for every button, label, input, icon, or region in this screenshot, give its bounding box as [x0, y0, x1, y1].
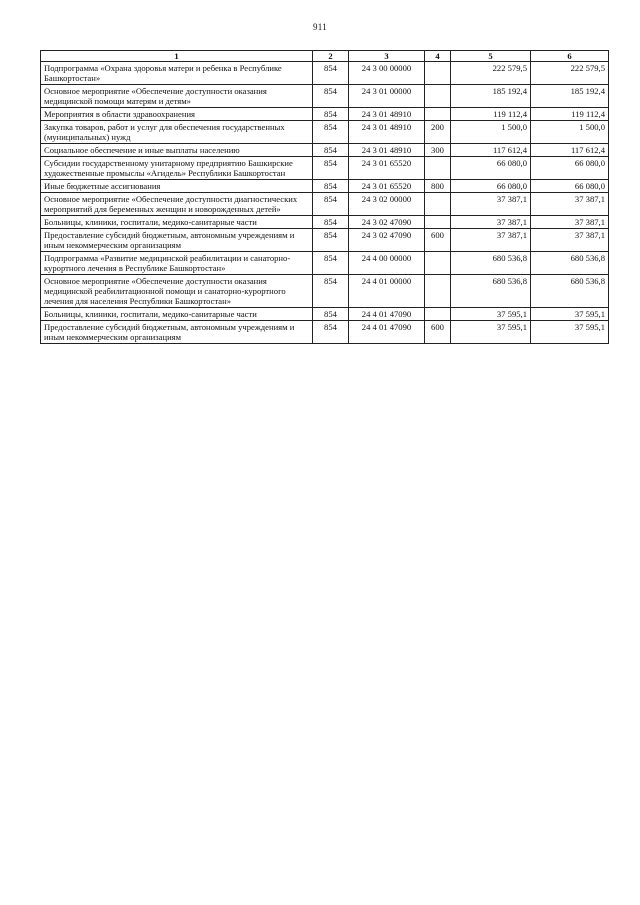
- table-row: [41, 193, 609, 216]
- row-expense-kind: 800: [425, 180, 451, 193]
- row-amount-col6: 117 612,4: [531, 144, 609, 157]
- row-ministry-code: 854: [313, 85, 349, 108]
- row-target-code: 24 3 01 00000: [349, 85, 425, 108]
- row-ministry-code: 854: [313, 180, 349, 193]
- row-amount-col5: 1 500,0: [451, 121, 531, 144]
- row-expense-kind: [425, 62, 451, 85]
- row-amount-col6: 222 579,5: [531, 62, 609, 85]
- row-name: Иные бюджетные ассигнования: [41, 180, 313, 193]
- row-amount-col5: 222 579,5: [451, 62, 531, 85]
- row-target-code: 24 3 02 47090: [349, 216, 425, 229]
- row-amount-col6: 66 080,0: [531, 180, 609, 193]
- row-expense-kind: 600: [425, 321, 451, 344]
- table-row: [41, 144, 609, 157]
- row-ministry-code: 854: [313, 252, 349, 275]
- row-expense-kind: [425, 193, 451, 216]
- page-number: 911: [312, 22, 328, 32]
- row-ministry-code: 854: [313, 121, 349, 144]
- column-header: 2: [313, 51, 349, 62]
- row-amount-col6: 37 595,1: [531, 321, 609, 344]
- table-row: [41, 85, 609, 108]
- table-row: [41, 308, 609, 321]
- row-name: Предоставление субсидий бюджетным, автономным учреждениям и иным некоммерческим организациям: [41, 321, 313, 344]
- row-target-code: 24 3 01 48910: [349, 108, 425, 121]
- row-target-code: 24 3 00 00000: [349, 62, 425, 85]
- row-name: Основное мероприятие «Обеспечение доступности оказания медицинской реабилитационной помощи и санаторно-курортного лечения для населения Республики Башкортостан»: [41, 275, 313, 308]
- row-name: Подпрограмма «Охрана здоровья матери и ребенка в Республике Башкортостан»: [41, 62, 313, 85]
- row-amount-col6: 37 387,1: [531, 193, 609, 216]
- row-name: Больницы, клиники, госпитали, медико-санитарные части: [41, 216, 313, 229]
- row-name: Больницы, клиники, госпитали, медико-санитарные части: [41, 308, 313, 321]
- row-ministry-code: 854: [313, 193, 349, 216]
- row-amount-col5: 117 612,4: [451, 144, 531, 157]
- budget-table: [40, 50, 609, 344]
- row-name: Закупка товаров, работ и услуг для обеспечения государственных (муниципальных) нужд: [41, 121, 313, 144]
- row-expense-kind: [425, 308, 451, 321]
- row-amount-col5: 37 595,1: [451, 321, 531, 344]
- row-target-code: 24 4 01 00000: [349, 275, 425, 308]
- row-amount-col6: 680 536,8: [531, 275, 609, 308]
- row-name: Социальное обеспечение и иные выплаты населению: [41, 144, 313, 157]
- row-ministry-code: 854: [313, 62, 349, 85]
- row-expense-kind: 300: [425, 144, 451, 157]
- row-amount-col5: 66 080,0: [451, 180, 531, 193]
- row-target-code: 24 3 02 47090: [349, 229, 425, 252]
- row-target-code: 24 3 02 00000: [349, 193, 425, 216]
- row-target-code: 24 4 01 47090: [349, 308, 425, 321]
- row-expense-kind: 600: [425, 229, 451, 252]
- row-ministry-code: 854: [313, 216, 349, 229]
- row-expense-kind: [425, 157, 451, 180]
- row-target-code: 24 3 01 65520: [349, 157, 425, 180]
- row-target-code: 24 3 01 48910: [349, 121, 425, 144]
- row-amount-col6: 680 536,8: [531, 252, 609, 275]
- table-row: [41, 252, 609, 275]
- row-amount-col5: 37 387,1: [451, 216, 531, 229]
- row-name: Основное мероприятие «Обеспечение доступности оказания медицинской помощи матерям и детям»: [41, 85, 313, 108]
- row-ministry-code: 854: [313, 157, 349, 180]
- row-name: Мероприятия в области здравоохранения: [41, 108, 313, 121]
- row-amount-col5: 185 192,4: [451, 85, 531, 108]
- table-header-row: [41, 51, 609, 62]
- column-header: 6: [531, 51, 609, 62]
- column-header: 1: [41, 51, 313, 62]
- row-ministry-code: 854: [313, 308, 349, 321]
- row-target-code: 24 3 01 48910: [349, 144, 425, 157]
- row-target-code: 24 4 00 00000: [349, 252, 425, 275]
- row-ministry-code: 854: [313, 275, 349, 308]
- row-amount-col6: 119 112,4: [531, 108, 609, 121]
- row-expense-kind: [425, 216, 451, 229]
- table-row: [41, 321, 609, 344]
- table-row: [41, 121, 609, 144]
- row-amount-col6: 1 500,0: [531, 121, 609, 144]
- table-row: [41, 62, 609, 85]
- table-row: [41, 275, 609, 308]
- column-header: 5: [451, 51, 531, 62]
- row-name: Субсидии государственному унитарному предприятию Башкирские художественные промыслы «Агидель» Республики Башкортостан: [41, 157, 313, 180]
- row-amount-col6: 37 595,1: [531, 308, 609, 321]
- row-amount-col6: 185 192,4: [531, 85, 609, 108]
- row-ministry-code: 854: [313, 108, 349, 121]
- row-amount-col6: 37 387,1: [531, 229, 609, 252]
- row-name: Подпрограмма «Развитие медицинской реабилитации и санаторно-курортного лечения в Республике Башкортостан»: [41, 252, 313, 275]
- row-amount-col5: 37 387,1: [451, 229, 531, 252]
- row-name: Предоставление субсидий бюджетным, автономным учреждениям и иным некоммерческим организациям: [41, 229, 313, 252]
- row-amount-col5: 119 112,4: [451, 108, 531, 121]
- column-header: 3: [349, 51, 425, 62]
- row-amount-col5: 37 387,1: [451, 193, 531, 216]
- column-header: 4: [425, 51, 451, 62]
- row-expense-kind: [425, 275, 451, 308]
- row-expense-kind: [425, 85, 451, 108]
- table-row: [41, 216, 609, 229]
- row-expense-kind: [425, 252, 451, 275]
- table-row: [41, 229, 609, 252]
- row-ministry-code: 854: [313, 144, 349, 157]
- row-expense-kind: 200: [425, 121, 451, 144]
- row-target-code: 24 3 01 65520: [349, 180, 425, 193]
- table-row: [41, 157, 609, 180]
- row-amount-col5: 66 080,0: [451, 157, 531, 180]
- row-amount-col6: 37 387,1: [531, 216, 609, 229]
- row-amount-col5: 37 595,1: [451, 308, 531, 321]
- row-target-code: 24 4 01 47090: [349, 321, 425, 344]
- row-ministry-code: 854: [313, 321, 349, 344]
- table-row: [41, 108, 609, 121]
- row-amount-col5: 680 536,8: [451, 275, 531, 308]
- row-amount-col5: 680 536,8: [451, 252, 531, 275]
- table-body: [41, 62, 609, 344]
- row-amount-col6: 66 080,0: [531, 157, 609, 180]
- row-expense-kind: [425, 108, 451, 121]
- row-name: Основное мероприятие «Обеспечение доступности диагностических мероприятий для беременных женщин и новорожденных детей»: [41, 193, 313, 216]
- table-row: [41, 180, 609, 193]
- row-ministry-code: 854: [313, 229, 349, 252]
